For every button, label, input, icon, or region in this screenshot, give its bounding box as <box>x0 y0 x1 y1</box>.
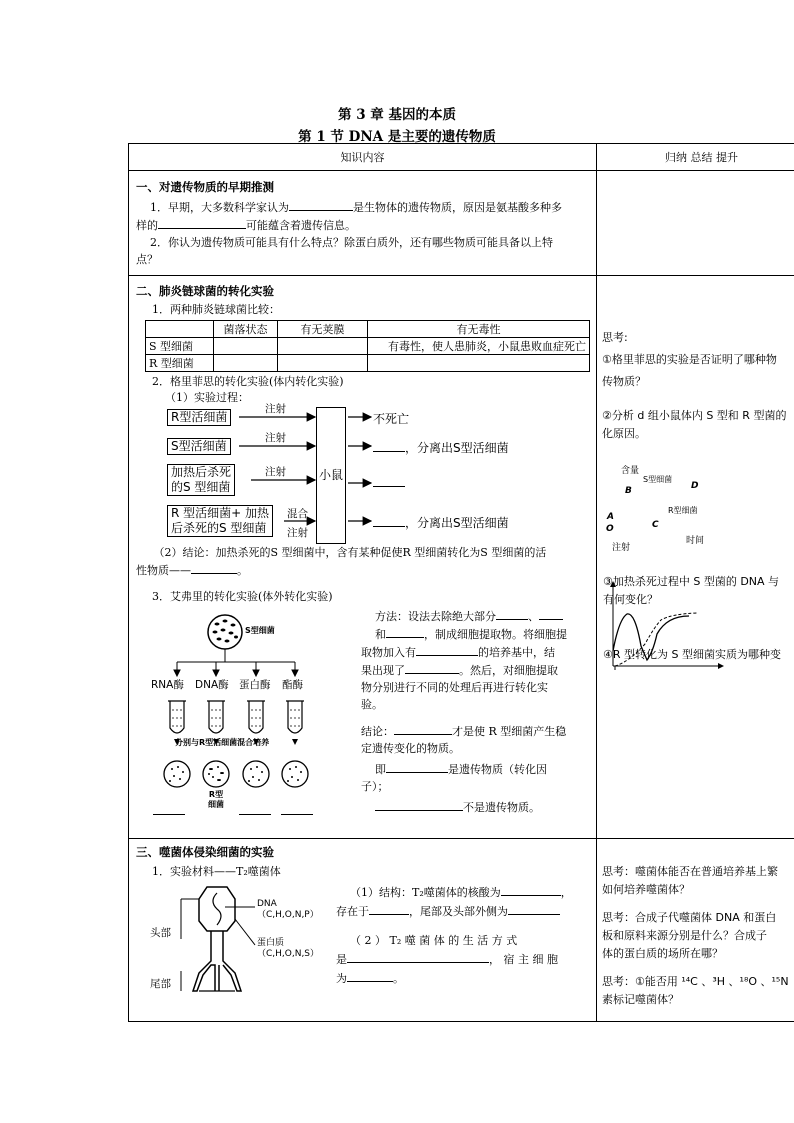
flow-box-s: S型活细菌 <box>167 438 231 455</box>
section-title: 第 1 节 DNA 是主要的遗传物质 <box>298 129 496 145</box>
flow-result-2: ，分离出S型活细菌 <box>373 439 509 456</box>
blank[interactable] <box>496 607 528 620</box>
section-3-questions: 思考：噬菌体能否在普通培养基上繁 如何培养噬菌体？ 思考：合成子代噬菌体 DNA 和蛋白 板和原料来源分别是什么？合成子 体的蛋白质的场所在哪？ 思考：①能否用 ¹⁴C 、³H 、¹⁸O 、¹⁵N 素标记噬菌体？ <box>602 865 789 1006</box>
flow-inject-1: 注射 <box>265 403 286 415</box>
flow-box-mouse: 小鼠 <box>316 407 346 544</box>
blank[interactable] <box>386 760 448 773</box>
phage-head-label: 头部 <box>150 927 171 939</box>
graph-s-curve: S型细菌 <box>643 475 673 484</box>
flow-box-heat: 加热后杀死 的S 型细菌 <box>167 464 235 496</box>
section-2-q3: ③加热杀死过程中 S 型菌的 DNA 与 有何变化？ <box>603 575 780 606</box>
avery-method: 方法：设法去除绝大部分 、 和 ，制成细胞提取物。将细胞提 取物加入有 的培养基中，结 果出现了 。然后，对细胞提取 物分别进行不同的处理后再进行转化实 验。 <box>361 607 591 713</box>
graph-point-b: B <box>625 486 632 496</box>
chapter-title: 第 3 章 基因的本质 <box>338 107 456 123</box>
blank[interactable] <box>191 561 237 574</box>
graph-point-c: C <box>652 520 659 530</box>
flow-mix: 混合 <box>287 508 308 520</box>
flow-box-mix: R 型活细菌+ 加热 后杀死的S 型细菌 <box>167 505 273 537</box>
cmp-row-name: R 型细菌 <box>146 355 214 372</box>
section-1-text: 1．早期，大多数科学家认为 是生物体的遗传物质，原因是氨基酸多种多 样的 可能蕴含着遗传信息。 2．你认为遗传物质可能具有什么特点？除蛋白质外，还有哪些物质可能具备以上特 点？ <box>136 198 594 268</box>
phage-structure: （1）结构：T₂噬菌体的核酸为 ， 存在于 ，尾部及头部外侧为 （ 2 ） T₂ 噬 菌 体 的 生 活 方 式 是 ， 宿 主 细 胞 为 。 <box>336 883 594 988</box>
avery-diagram <box>139 604 339 834</box>
blank[interactable] <box>158 216 246 229</box>
avery-mix-text: 分别与R型活细菌混合培养 <box>175 738 270 747</box>
blank[interactable] <box>369 902 409 915</box>
section-2 <box>129 276 597 839</box>
flow-inject-2: 注射 <box>265 432 286 444</box>
section-2-process: （1）实验过程： <box>165 391 249 404</box>
flow-result-3 <box>373 474 405 490</box>
section-2-questions: 思考: ①格里菲思的实验是否证明了哪种物 传物质？ ②分析 d 组小鼠体内 S 型和 R 型菌的 化原因。 <box>602 331 787 440</box>
blank[interactable] <box>347 950 489 963</box>
blank[interactable] <box>386 625 424 638</box>
cmp-header-colony: 菌落状态 <box>214 321 278 338</box>
enzyme-esterase: 酯酶 <box>282 679 303 691</box>
section-1-side <box>597 171 794 276</box>
section-3-item1: 1．实验材料——T₂噬菌体 <box>152 865 281 878</box>
blank[interactable] <box>539 607 563 620</box>
phage-protein-label: 蛋白质 （C,H,O,N,S） <box>257 938 320 959</box>
section-2-q4: ④R 型转化为 S 型细菌实质为哪种变 <box>603 648 781 661</box>
graph-point-a: A <box>607 512 614 522</box>
graph-inject: 注射 <box>612 543 631 553</box>
section-3-side <box>597 839 794 1022</box>
enzyme-protease: 蛋白酶 <box>239 679 271 691</box>
graph-point-o: O <box>606 524 614 534</box>
section-2-heading: 二、肺炎链球菌的转化实验 <box>136 284 274 298</box>
cmp-header-capsule: 有无荚膜 <box>278 321 368 338</box>
blank[interactable] <box>394 722 452 735</box>
graph-r-curve: R型细菌 <box>668 506 698 515</box>
avery-s-label: S型细菌 <box>245 626 275 635</box>
blank[interactable] <box>281 814 313 815</box>
section-2-side <box>597 276 794 839</box>
flow-inject-4: 注射 <box>287 527 308 539</box>
blank[interactable] <box>375 798 463 811</box>
phage-tail-label: 尾部 <box>150 978 171 990</box>
section-2-item3: 3．艾弗里的转化实验(体外转化实验) <box>152 590 333 603</box>
blank[interactable] <box>239 814 271 815</box>
blank[interactable] <box>347 969 393 982</box>
header-summary: 归纳 总结 提升 <box>597 144 794 171</box>
section-1-heading: 一、对遗传物质的早期推测 <box>136 180 274 194</box>
section-2-item2: 2．格里菲思的转化实验(体内转化实验) <box>152 375 344 388</box>
flow-inject-3: 注射 <box>265 466 286 478</box>
blank[interactable] <box>405 661 459 674</box>
griffith-conclusion: （2）结论：加热杀死的S 型细菌中，含有某种促使R 型细菌转化为S 型细菌的活 性物质—— 。 <box>136 546 547 577</box>
cmp-row-name: S 型细菌 <box>146 338 214 355</box>
graph-point-d: D <box>691 481 699 491</box>
blank[interactable] <box>373 439 405 452</box>
header-knowledge: 知识内容 <box>129 144 597 171</box>
blank[interactable] <box>289 198 353 211</box>
flow-result-1: 不死亡 <box>373 412 410 426</box>
graph-xlabel: 时间 <box>686 536 705 546</box>
blank[interactable] <box>153 814 185 815</box>
cmp-header-toxicity: 有无毒性 <box>368 321 590 338</box>
enzyme-rna: RNA酶 <box>151 679 184 691</box>
blank[interactable] <box>501 883 561 896</box>
blank[interactable] <box>373 474 405 487</box>
flow-result-4: ，分离出S型活细菌 <box>373 514 509 531</box>
enzyme-dna: DNA酶 <box>195 679 229 691</box>
section-3 <box>129 839 597 1022</box>
phage-dna-label: DNA （C,H,O,N,P） <box>257 899 319 920</box>
blank[interactable] <box>416 643 478 656</box>
avery-conclusion: 结论： 才是使 R 型细菌产生稳 定遗传变化的物质。 即 是遗传物质（转化因 子）； 不是遗传物质。 <box>361 722 591 816</box>
cmp-cell-toxicity: 有毒性，使人患肺炎，小鼠患败血症死亡 <box>368 338 590 355</box>
graph-ylabel: 含量 <box>621 466 640 476</box>
flow-box-r: R型活细菌 <box>167 409 231 426</box>
section-2-item1: 1．两种肺炎链球菌比较： <box>152 303 280 316</box>
section-3-heading: 三、噬菌体侵染细菌的实验 <box>136 845 274 859</box>
section-1 <box>129 171 597 276</box>
avery-r-label: R型 细菌 <box>208 790 224 809</box>
blank[interactable] <box>373 514 405 527</box>
blank[interactable] <box>508 902 560 915</box>
